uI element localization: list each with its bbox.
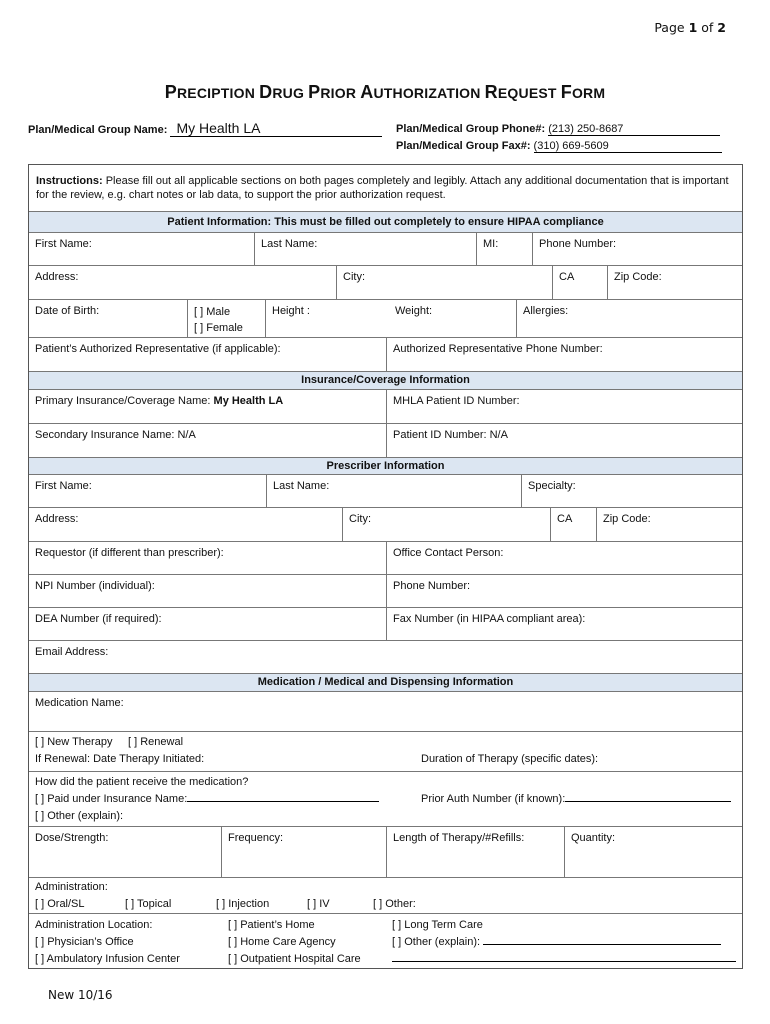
- outpatient-checkbox[interactable]: [ ] Outpatient Hospital Care: [228, 953, 361, 965]
- other-location-line[interactable]: [392, 953, 736, 965]
- prescriber-last-name-field[interactable]: Last Name:: [266, 475, 521, 507]
- female-checkbox[interactable]: [ ] Female: [194, 322, 243, 334]
- email-row: [29, 640, 742, 673]
- long-term-care-checkbox[interactable]: [ ] Long Term Care: [392, 919, 483, 931]
- prescriber-fax-field[interactable]: Fax Number (in HIPAA compliant area):: [386, 608, 742, 640]
- patient-last-name-field[interactable]: Last Name:: [254, 233, 476, 265]
- patients-home-checkbox[interactable]: [ ] Patient’s Home: [228, 919, 315, 931]
- form-version: New 10/16: [48, 988, 113, 1002]
- medication-name-field[interactable]: Medication Name:: [35, 697, 124, 709]
- patient-id-field[interactable]: Patient ID Number: N/A: [386, 424, 742, 457]
- patient-allergies-field[interactable]: Allergies:: [516, 300, 742, 337]
- prescriber-zip-field[interactable]: Zip Code:: [596, 508, 742, 541]
- patient-sex-field[interactable]: [187, 300, 265, 337]
- location-label: Administration Location:: [35, 919, 153, 931]
- prescriber-name-row: [29, 474, 742, 507]
- administration-label: Administration:: [35, 881, 108, 893]
- mhla-id-field[interactable]: MHLA Patient ID Number:: [386, 390, 742, 423]
- page-number: Page 1 of 2: [654, 20, 726, 35]
- medication-info-band: Medication / Medical and Dispensing Information: [29, 673, 742, 691]
- topical-checkbox[interactable]: [ ] Topical: [125, 898, 172, 910]
- prescriber-info-band: Prescriber Information: [29, 457, 742, 474]
- patient-address-field[interactable]: Address:: [35, 271, 79, 283]
- other-received-checkbox[interactable]: [ ] Other (explain):: [35, 810, 124, 822]
- home-care-checkbox[interactable]: [ ] Home Care Agency: [228, 936, 336, 948]
- patient-city-field[interactable]: City:: [336, 266, 552, 299]
- patient-first-name-field[interactable]: First Name:: [35, 238, 92, 250]
- ambulatory-checkbox[interactable]: [ ] Ambulatory Infusion Center: [35, 953, 180, 965]
- patient-name-row: [29, 232, 742, 265]
- prescriber-address-field[interactable]: Address:: [35, 513, 79, 525]
- prior-auth-field[interactable]: Prior Auth Number (if known):: [421, 793, 731, 805]
- iv-checkbox[interactable]: [ ] IV: [307, 898, 330, 910]
- prescriber-specialty-field[interactable]: Specialty:: [521, 475, 742, 507]
- injection-checkbox[interactable]: [ ] Injection: [216, 898, 270, 910]
- group-name-field[interactable]: Plan/Medical Group Name: My Health LA: [28, 120, 382, 137]
- primary-insurance-field[interactable]: Primary Insurance/Coverage Name: My Health LA: [35, 395, 284, 407]
- patient-dob-field[interactable]: Date of Birth:: [35, 305, 100, 317]
- administration-row: [29, 877, 742, 913]
- prescriber-phone-field[interactable]: Phone Number:: [386, 575, 742, 607]
- therapy-length-field[interactable]: Length of Therapy/#Refills:: [386, 827, 564, 877]
- physicians-office-checkbox[interactable]: [ ] Physician’s Office: [35, 936, 134, 948]
- patient-phone-field[interactable]: Phone Number:: [532, 233, 742, 265]
- medication-received-row: [29, 771, 742, 826]
- how-received-label: How did the patient receive the medication?: [35, 776, 249, 788]
- dose-row: [29, 826, 742, 877]
- primary-insurance-row: [29, 389, 742, 423]
- other-location-checkbox[interactable]: [ ] Other (explain):: [392, 936, 721, 948]
- npi-row: [29, 574, 742, 607]
- patient-rep-row: [29, 337, 742, 371]
- medication-name-row: [29, 691, 742, 731]
- instructions: Instructions: Please fill out all applicable sections on both pages completely and legibly. Attach any additional documentation that is important for the review, e.g. chart notes or lab data, to support the prior authorization request.: [36, 175, 729, 201]
- group-phone-value: (213) 250-8687: [548, 123, 624, 135]
- office-contact-field[interactable]: Office Contact Person:: [386, 542, 742, 574]
- prescriber-address-row: [29, 507, 742, 541]
- quantity-field[interactable]: Quantity:: [564, 827, 742, 877]
- patient-weight-label: Weight:: [395, 305, 433, 317]
- patient-mi-field[interactable]: MI:: [476, 233, 532, 265]
- group-phone-field[interactable]: Plan/Medical Group Phone#: (213) 250-8687: [396, 123, 720, 136]
- prescriber-first-name-field[interactable]: First Name:: [35, 480, 92, 492]
- group-name-value: My Health LA: [176, 120, 261, 136]
- patient-height-label: Height :: [272, 305, 310, 317]
- other-admin-checkbox[interactable]: [ ] Other:: [373, 898, 416, 910]
- paid-insurance-checkbox[interactable]: [ ] Paid under Insurance Name:: [35, 793, 379, 805]
- secondary-insurance-row: [29, 423, 742, 457]
- patient-details-row: [29, 299, 742, 337]
- group-fax-field[interactable]: Plan/Medical Group Fax#: (310) 669-5609: [396, 140, 722, 153]
- male-checkbox[interactable]: [ ] Male: [194, 306, 231, 318]
- therapy-row: [29, 731, 742, 771]
- patient-rep-field[interactable]: Patient’s Authorized Representative (if applicable):: [35, 343, 281, 355]
- patient-zip-field[interactable]: Zip Code:: [607, 266, 742, 299]
- secondary-insurance-field[interactable]: Secondary Insurance Name: N/A: [35, 429, 196, 441]
- dose-field[interactable]: Dose/Strength:: [35, 832, 109, 844]
- renewal-date-field[interactable]: If Renewal: Date Therapy Initiated:: [35, 753, 205, 765]
- patient-height-weight-field[interactable]: [265, 300, 516, 337]
- insurance-info-band: Insurance/Coverage Information: [29, 371, 742, 389]
- requestor-row: [29, 541, 742, 574]
- patient-state: CA: [552, 266, 607, 299]
- npi-field[interactable]: NPI Number (individual):: [35, 580, 155, 592]
- patient-rep-phone-field[interactable]: Authorized Representative Phone Number:: [386, 338, 742, 371]
- form-title: PRECIPTION DRUG PRIOR AUTHORIZATION REQUEST FORM: [164, 82, 606, 102]
- prescriber-state: CA: [550, 508, 596, 541]
- email-field[interactable]: Email Address:: [35, 646, 109, 658]
- therapy-duration-field[interactable]: Duration of Therapy (specific dates):: [421, 753, 599, 765]
- requestor-field[interactable]: Requestor (if different than prescriber):: [35, 547, 224, 559]
- group-fax-value: (310) 669-5609: [533, 140, 609, 152]
- patient-address-row: [29, 265, 742, 299]
- frequency-field[interactable]: Frequency:: [221, 827, 386, 877]
- renewal-checkbox[interactable]: [ ] Renewal: [128, 736, 184, 748]
- oral-checkbox[interactable]: [ ] Oral/SL: [35, 898, 85, 910]
- dea-row: [29, 607, 742, 640]
- authorization-form: [28, 164, 743, 969]
- primary-insurance-value: My Health LA: [213, 395, 284, 407]
- patient-info-band: Patient Information: This must be filled out completely to ensure HIPAA compliance: [29, 211, 742, 232]
- prescriber-city-field[interactable]: City:: [342, 508, 550, 541]
- dea-field[interactable]: DEA Number (if required):: [35, 613, 162, 625]
- administration-location-row: [29, 913, 742, 969]
- new-therapy-checkbox[interactable]: [ ] New Therapy: [35, 736, 113, 748]
